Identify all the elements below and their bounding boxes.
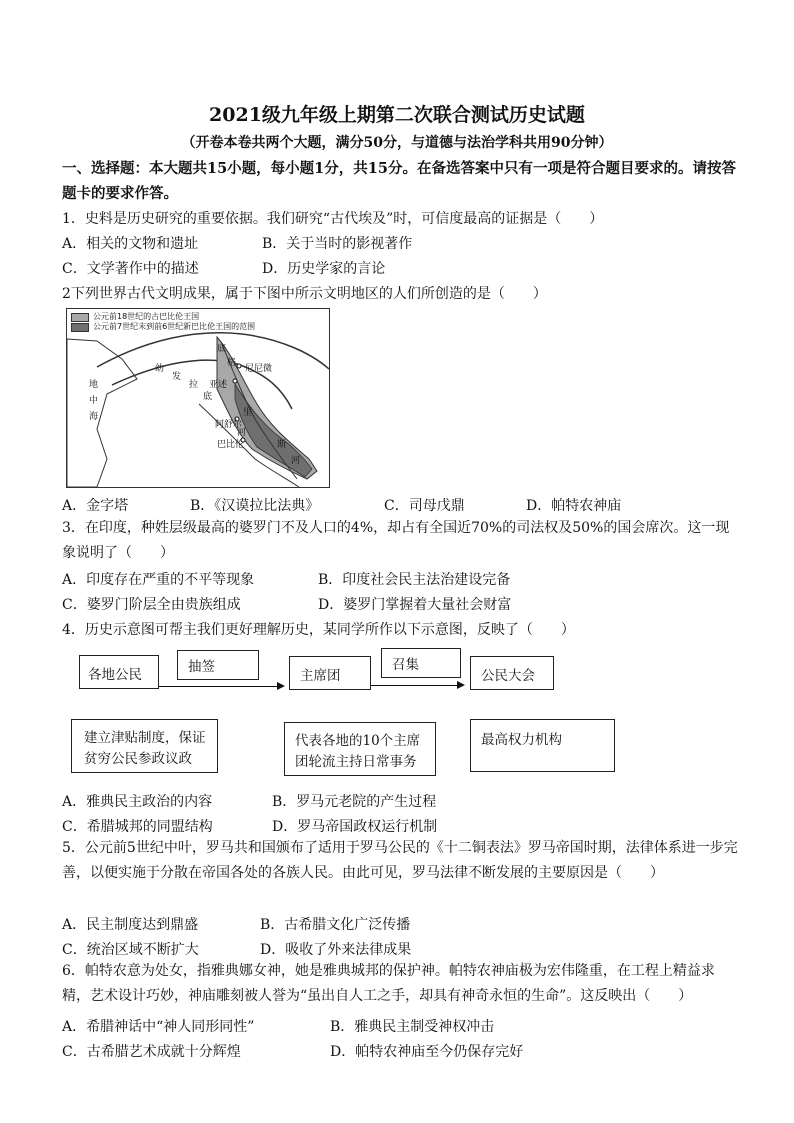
q6-option-a: A．希腊神话中“神人同形同性” [62, 1019, 255, 1035]
legend-item-1: 公元前18世纪的古巴比伦王国 [93, 312, 200, 321]
legend-swatch-1 [71, 313, 89, 322]
q6-option-b: B．雅典民主制受神权冲击 [330, 1019, 495, 1035]
map-label-you: 幼 [155, 364, 165, 374]
box-citizens: 各地公民 [79, 655, 159, 689]
q5-option-c: C．统治区域不断扩大 [62, 942, 199, 958]
q4-option-c: C．希腊城邦的同盟结构 [62, 819, 213, 835]
q3-option-b: B．印度社会民主法治建设完备 [318, 572, 511, 588]
map-label-hai: 海 [89, 412, 99, 422]
q1-option-d: D．历史学家的言论 [262, 261, 386, 277]
map-label-di: 地 [89, 380, 99, 390]
map-label-ge: 格 [227, 358, 237, 368]
map-label-he: 河 [291, 456, 301, 466]
q4-option-a: A．雅典民主政治的内容 [62, 794, 213, 810]
box-note-rotation: 代表各地的10个主席团轮流主持日常事务 [284, 722, 436, 776]
map-label-di2: 底 [203, 392, 213, 402]
q5-option-b: B．古希腊文化广泛传播 [260, 917, 411, 933]
map-label-zhong: 中 [89, 396, 99, 406]
q4-option-d: D．罗马帝国政权运行机制 [272, 819, 438, 835]
box-note-allowance: 建立津贴制度，保证贫穷公民参政议政 [71, 719, 218, 773]
q1-option-b: B．关于当时的影视著作 [262, 236, 413, 252]
map-label-ashu: 阿舒尔 [215, 420, 243, 430]
map-label-babilun: 巴比伦 [217, 440, 245, 450]
page-subtitle: （开卷本卷共两个大题，满分50分，与道德与法治学科共用90分钟） [181, 135, 613, 151]
q6-option-d: D．帕特农神庙至今仍保存完好 [330, 1044, 524, 1060]
q2-option-a: A．金字塔 [62, 498, 129, 514]
box-note-supreme: 最高权力机构 [470, 719, 615, 772]
page-title: 2021级九年级上期第二次联合测试历史试题 [209, 104, 585, 126]
question-6-stem: 6．帕特农意为处女，指雅典娜女神，她是雅典城邦的保护神。帕特农神庙极为宏伟隆重，在工程上精益求精，艺术设计巧妙，神庙雕刻被人誉为“虽出自人工之手，却具有神奇永恒的生命”。这反映出（ ） [62, 963, 715, 1004]
q2-option-d: D．帕特农神庙 [526, 498, 622, 514]
box-presidium: 主席团 [289, 656, 371, 690]
q3-option-c: C．婆罗门阶层全由贵族组成 [62, 597, 241, 613]
box-lottery: 抽签 [177, 650, 259, 680]
q1-option-c: C．文学著作中的描述 [62, 261, 199, 277]
map-label-li: 里 [243, 408, 253, 418]
q6-option-c: C．古希腊艺术成就十分辉煌 [62, 1044, 241, 1060]
q3-option-a: A．印度存在严重的不平等现象 [62, 572, 255, 588]
box-convene: 召集 [381, 648, 461, 678]
map-legend [71, 312, 255, 332]
map-label-he2: 河 [237, 428, 247, 438]
arrow-lottery [159, 686, 283, 687]
q5-option-d: D．吸收了外来法律成果 [260, 942, 412, 958]
question-3-stem: 3．在印度，种姓层级最高的婆罗门不及人口的4%，却占有全国近70%的司法权及50%的国会席次。这一现象说明了（ ） [62, 520, 730, 561]
map-label-si: 斯 [277, 440, 287, 450]
q4-option-b: B．罗马元老院的产生过程 [272, 794, 437, 810]
legend-swatch-2 [71, 323, 89, 332]
q1-option-a: A．相关的文物和遗址 [62, 236, 199, 252]
section-heading: 一、选择题：本大题共15小题，每小题1分，共15分。在备选答案中只有一项是符合题目要求的。请按答题卡的要求作答。 [62, 160, 736, 202]
legend-item-2: 公元前7世纪末到前6世纪新巴比伦王国的范围 [93, 322, 256, 331]
question-5-stem: 5．公元前5世纪中叶，罗马共和国颁布了适用于罗马公民的《十二铜表法》罗马帝国时期，法律体系进一步完善，以便实施于分散在帝国各处的各族人民。由此可见，罗马法律不断发展的主要原因是（ ） [62, 840, 738, 881]
map-label-fa: 发 [172, 372, 182, 382]
q5-option-a: A．民主制度达到鼎盛 [62, 917, 199, 933]
question-4-stem: 4．历史示意图可帮主我们更好理解历史，某同学所作以下示意图，反映了（ ） [62, 622, 575, 638]
question-2-stem: 2下列世界古代文明成果，属于下图中所示文明地区的人们所创造的是（ ） [62, 286, 547, 302]
mesopotamia-map [66, 308, 330, 488]
map-drawing [67, 309, 329, 487]
q2-option-b: B．《汉谟拉比法典》 [190, 498, 320, 514]
map-label-yashu: 亚述 [209, 380, 228, 390]
arrow-convene [371, 685, 463, 686]
map-label-la: 拉 [189, 380, 199, 390]
box-assembly: 公民大会 [470, 656, 554, 690]
q3-option-d: D．婆罗门掌握着大量社会财富 [318, 597, 512, 613]
map-label-di3: 底 [217, 344, 227, 354]
map-label-ninewei: 尼尼微 [245, 364, 273, 374]
q2-option-c: C．司母戊鼎 [384, 498, 465, 514]
question-1-stem: 1．史料是历史研究的重要依据。我们研究“古代埃及”时，可信度最高的证据是（ ） [62, 211, 604, 227]
